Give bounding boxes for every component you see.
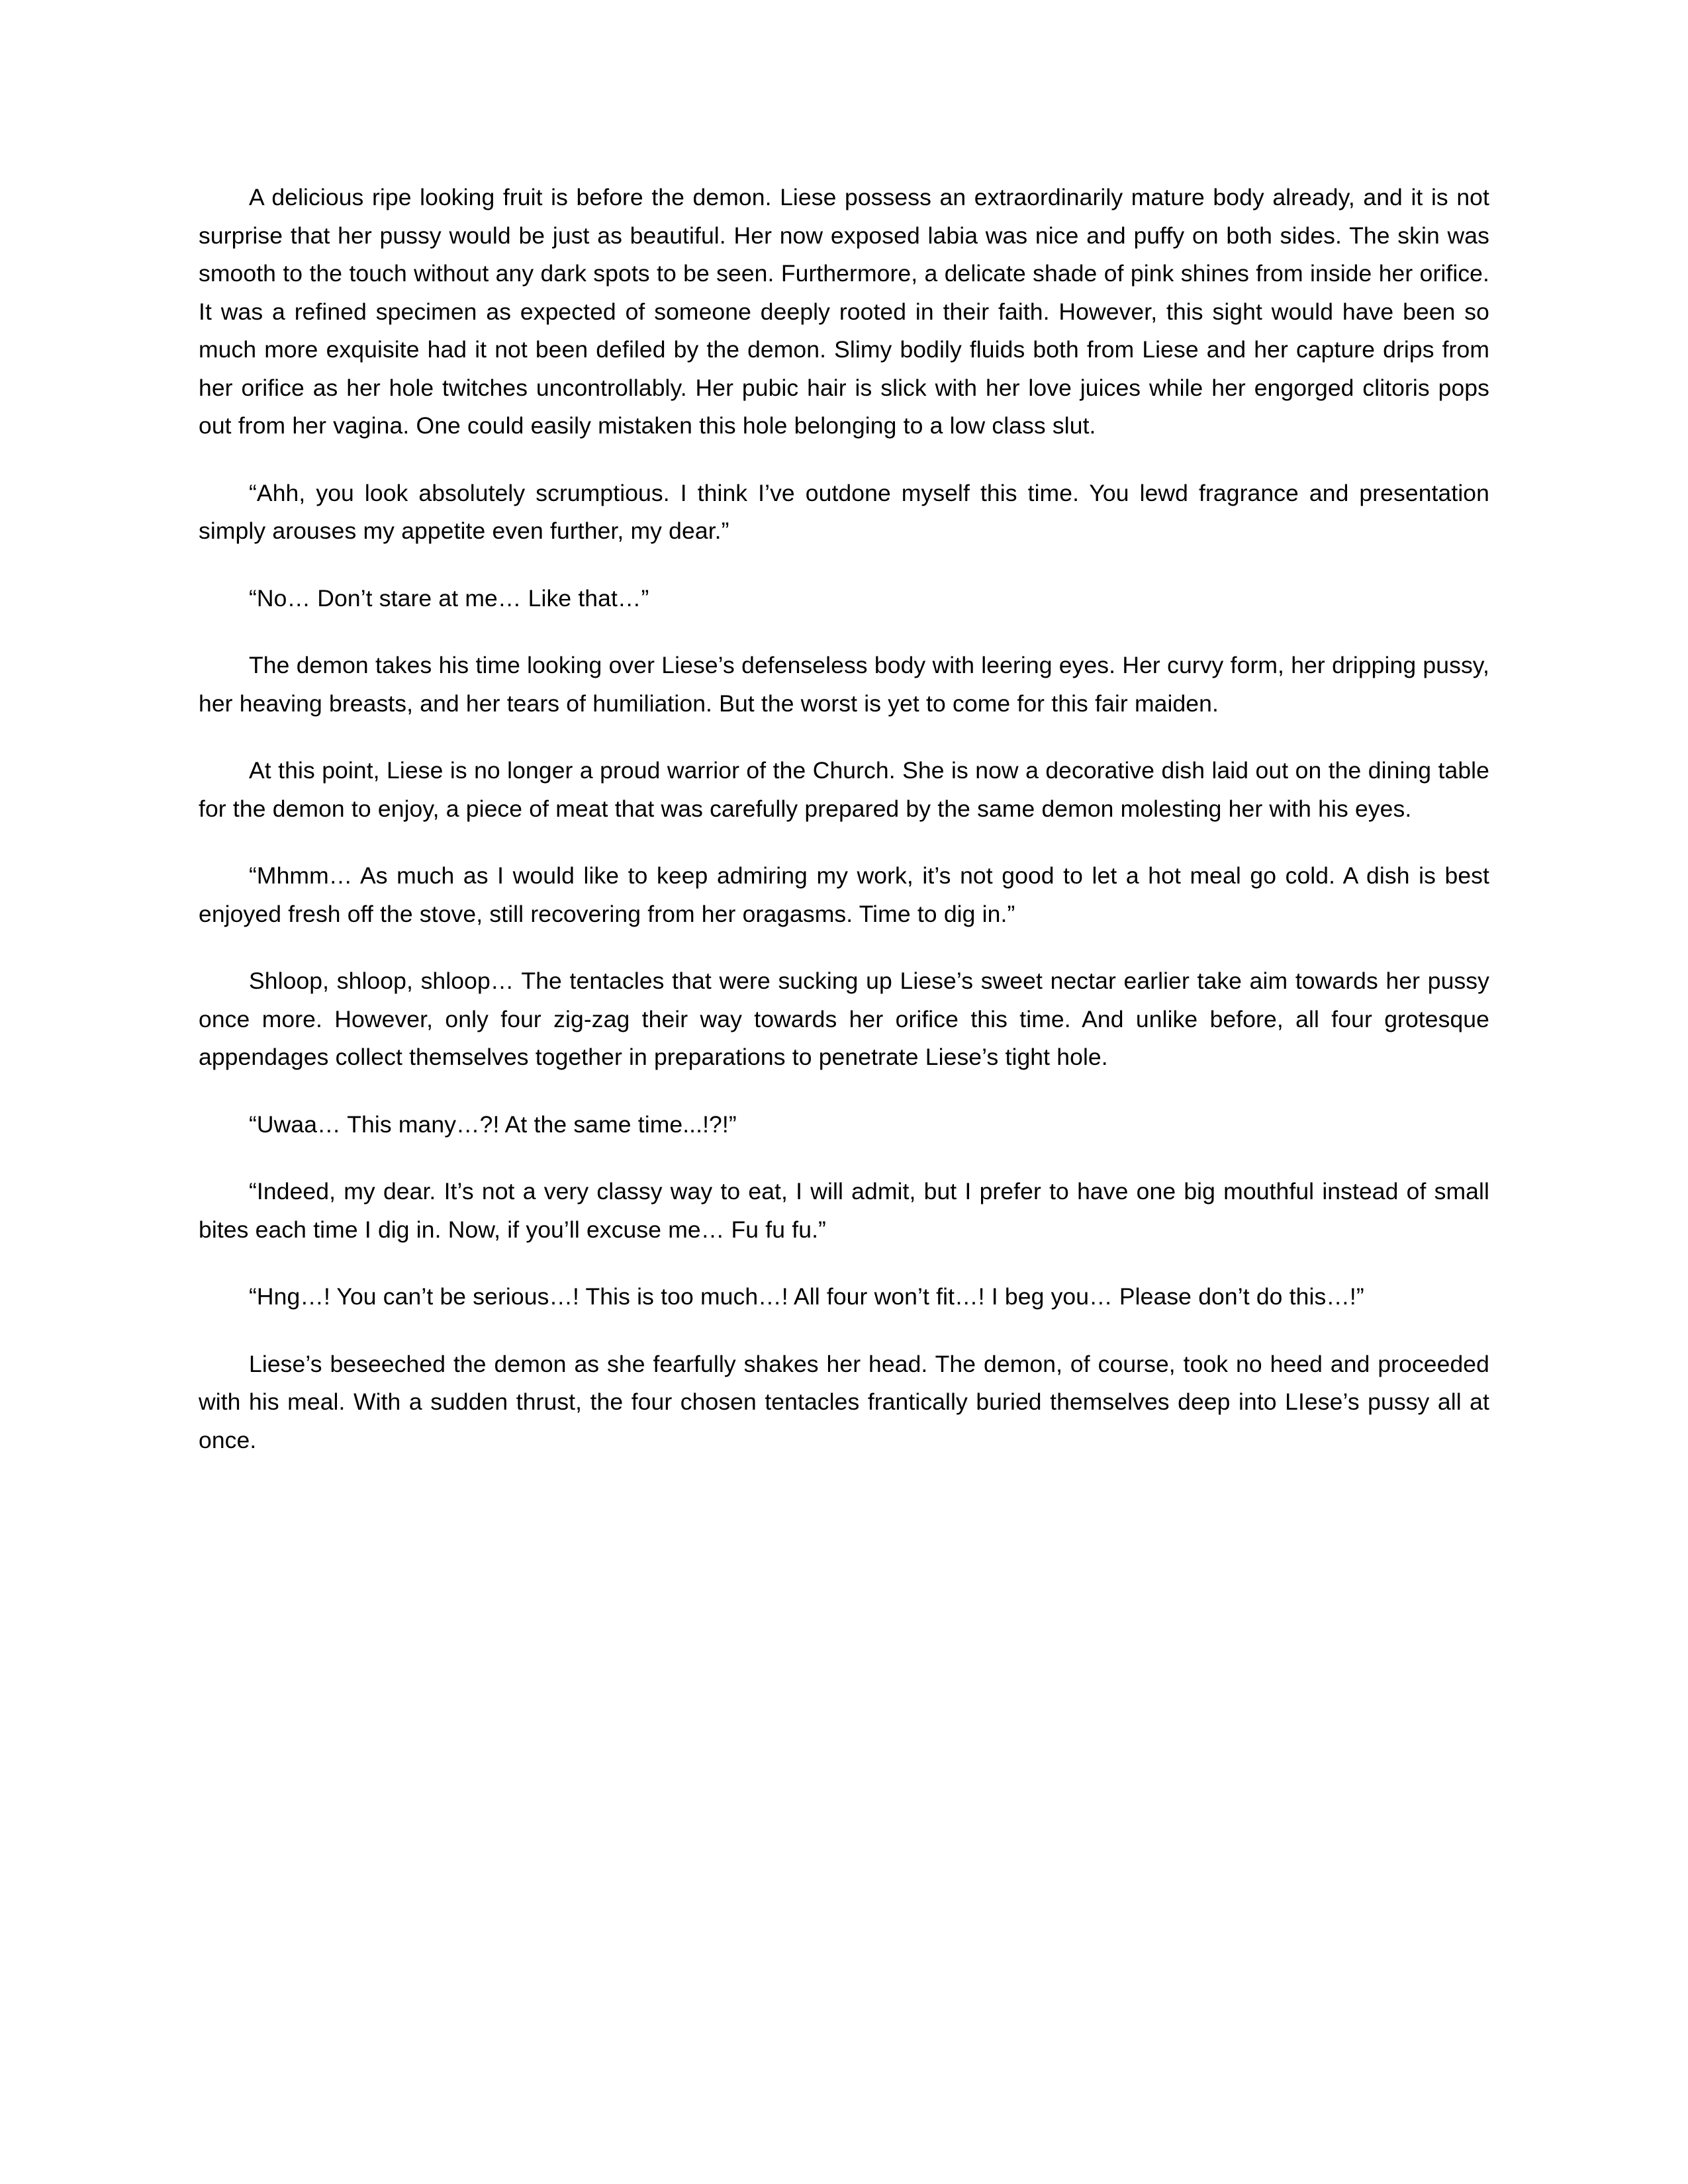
paragraph: “Uwaa… This many…?! At the same time...!?!” (249, 1111, 737, 1138)
paragraph: A delicious ripe looking fruit is before the demon. Liese possess an extraordinarily mature body already, and it is not surprise that her pussy would be just as beautiful. Her now exposed labia was nice and puffy on both sides. The skin was smooth to the touch without any dark spots to be seen. Furthermore, a delicate shade of pink shines from inside her orifice. It was a refined specimen as expected of someone deeply rooted in their faith. However, this sight would have been so much more exquisite had it not been defiled by the demon. Slimy bodily fluids both from Liese and her capture drips from her orifice as her hole twitches uncontrollably. Her pubic hair is slick with her love juices while her engorged clitoris pops out from her vagina. One could easily mistaken this hole belonging to a low class slut. (199, 184, 1489, 439)
paragraph: Shloop, shloop, shloop… The tentacles that were sucking up Liese’s sweet nectar earlier take aim towards her pussy once more. However, only four zig-zag their way towards her orifice this time. And unlike before, all four grotesque appendages collect themselves together in preparations to penetrate Liese’s tight hole. (199, 968, 1489, 1070)
paragraph: “Mhmm… As much as I would like to keep admiring my work, it’s not good to let a hot meal go cold. A dish is best enjoyed fresh off the stove, still recovering from her oragasms. Time to dig in.” (199, 862, 1489, 927)
paragraph: The demon takes his time looking over Liese’s defenseless body with leering eyes. Her curvy form, her dripping pussy, her heaving breasts, and her tears of humiliation. But the worst is yet to come for this fair maiden. (199, 652, 1489, 717)
paragraph: At this point, Liese is no longer a proud warrior of the Church. She is now a decorative dish laid out on the dining table for the demon to enjoy, a piece of meat that was carefully prepared by the same demon molesting her with his eyes. (199, 757, 1489, 822)
paragraph: “Hng…! You can’t be serious…! This is too much…! All four won’t fit…! I beg you… Please don’t do this…!” (249, 1283, 1364, 1310)
paragraph: Liese’s beseeched the demon as she fearfully shakes her head. The demon, of course, took no heed and proceeded with his meal. With a sudden thrust, the four chosen tentacles frantically buried themselves deep into LIese’s pussy all at once. (199, 1350, 1489, 1453)
paragraph: “Ahh, you look absolutely scrumptious. I think I’ve outdone myself this time. You lewd fragrance and presentation simply arouses my appetite even further, my dear.” (199, 479, 1489, 544)
paragraph: “Indeed, my dear. It’s not a very classy way to eat, I will admit, but I prefer to have one big mouthful instead of small bites each time I dig in. Now, if you’ll excuse me… Fu fu fu.” (199, 1178, 1489, 1243)
paragraph: “No… Don’t stare at me… Like that…” (249, 584, 649, 612)
document-body (199, 179, 1489, 1459)
